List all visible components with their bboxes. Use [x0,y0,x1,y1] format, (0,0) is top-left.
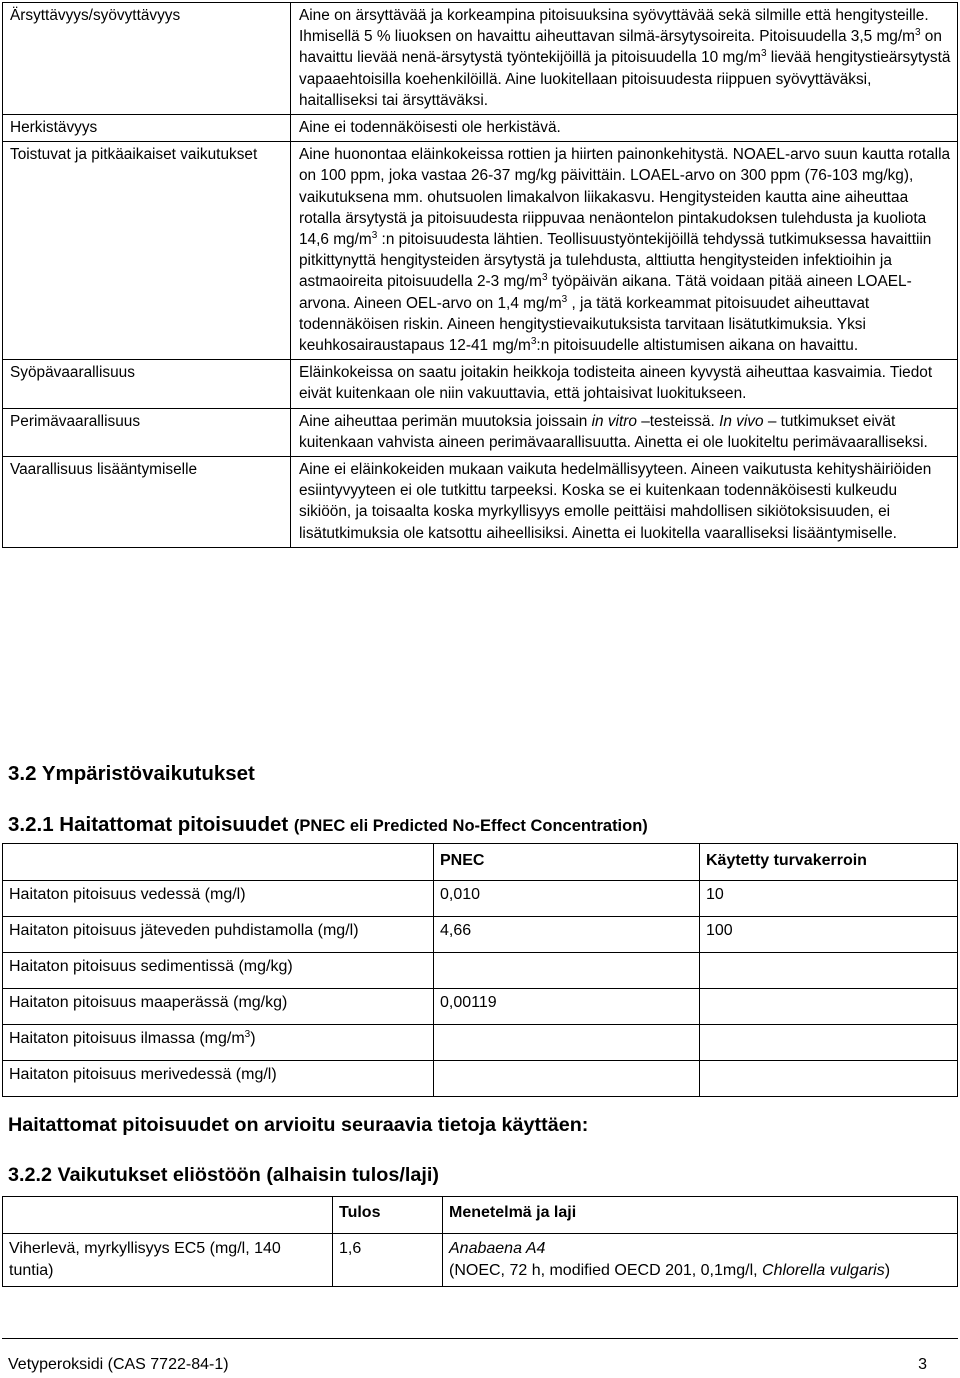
row-text: Aine ei eläinkokeiden mukaan vaikuta hedelmällisyyteen. Aineen vaikutusta kehityshäiriöiden esiintyvyyteen ei ole tutkittu tarpeeksi. Koska se ei kuitenkaan todennäköisesti kulkeudu sikiöön, ja toisaalta koska myrkyllisyys emolle peittäisi mahdollisen sikiötoksisuuden, ei lisätutkimuksia ole katsottu aiheellisiksi. Ainetta ei luokitella vaaralliseksi lisääntymiselle. [291,457,958,548]
pnec-label: Haitaton pitoisuus jäteveden puhdistamolla (mg/l) [3,917,434,953]
header-cell: PNEC [434,844,700,881]
table-row [3,457,958,548]
pnec-value: 0,00119 [434,989,700,1025]
toxicity-table [2,2,958,548]
pnec-factor [700,953,958,989]
eco-result: 1,6 [333,1234,443,1287]
pnec-table [2,843,958,1097]
pnec-value [434,953,700,989]
pnec-label: Haitaton pitoisuus ilmassa $(mg/m^3)$ [3,1025,434,1061]
row-text: Aine aiheuttaa perimän muutoksia joissain in vitro –testeissä. In vivo – tutkimukset eivät kuitenkaan vahvista aineen perimävaarallisuutta. Ainetta ei ole luokiteltu perimävaaralliseksi. [291,408,958,456]
pnec-factor [700,1025,958,1061]
table-row [3,408,958,456]
header-cell: Tulos [333,1197,443,1234]
table-row [3,3,958,115]
pnec-factor: 100 [700,917,958,953]
pnec-value: 0,010 [434,881,700,917]
table-row [3,989,958,1025]
section-heading-3-2-2: 3.2.2 Vaikutukset eliöstöön (alhaisin tulos/laji) [8,1164,439,1186]
section-heading-3-2-1: 3.2.1 Haitattomat pitoisuudet (PNEC eli Predicted No-Effect Concentration) [8,813,648,836]
eco-method: Anabaena A4 (NOEC, 72 h, modified OECD 201, 0,1mg/l, Chlorella vulgaris) [443,1234,958,1287]
row-label: Ärsyttävyys/syövyttävyys [3,3,291,115]
table-row [3,881,958,917]
pnec-factor [700,989,958,1025]
page-number: 3 [918,1356,927,1373]
row-text: Aine ei todennäköisesti ole herkistävä. [291,115,958,142]
pnec-factor [700,1061,958,1097]
row-label: Herkistävyys [3,115,291,142]
table-header-row [3,1197,958,1234]
pnec-label: Haitaton pitoisuus merivedessä (mg/l) [3,1061,434,1097]
row-text: Eläinkokeissa on saatu joitakin heikkoja todisteita aineen kyvystä aiheuttaa kasvaimia. Tiedot eivät kuitenkaan ole niin vakuuttavia, että johtaisivat luokitukseen. [291,360,958,408]
row-text: Aine huonontaa eläinkokeissa rottien ja hiirten painonkehitystä. NOAEL-arvo suun kautta rotalla on 100 ppm, joka vastaa 26-37 mg/kg päivittäin. LOAEL-arvo on 300 ppm (76-103 mg/kg), vaikutuksena mm. ohutsuolen limakalvon liikakasvu. Hengitysteiden kautta aine aiheuttaa rotalla ärsytystä ja pitoisuudesta riippuvaa nenäontelon pintakudoksen tulehdusta ja kuoliota 14,6 $mg/m^3$ :n pitoisuudesta lähtien. Teollisuustyöntekijöillä tehdyssä tutkimuksessa havaittiin pitkittynyttä hengitysteiden ärsytystä ja tulehdusta, alttiutta hengitysteiden infektioihin ja astmaoireita pitoisuudella 2-3 $mg/m^3$ työpäivän aikana. Tätä voidaan pitää aineen LOAEL-arvona. Aineen OEL-arvo on 1,4 $mg/m^3$ , ja tätä korkeammat pitoisuudet aiheuttavat todennäköisen riskin. Aineen hengitystievaikutuksista tarvitaan lisätutkimuksia. Yksi keuhkosairaustapaus 12-41 $mg/m^3:n$ pitoisuudelle altistumisen aikana on havaittu. [291,142,958,360]
estimation-heading: Haitattomat pitoisuudet on arvioitu seuraavia tietoja käyttäen: [8,1114,589,1136]
pnec-value [434,1061,700,1097]
pnec-label: Haitaton pitoisuus maaperässä (mg/kg) [3,989,434,1025]
footer-title: Vetyperoksidi (CAS 7722-84-1) [8,1356,229,1373]
row-label: Syöpävaarallisuus [3,360,291,408]
header-cell: Käytetty turvakerroin [700,844,958,881]
table-header-row [3,844,958,881]
pnec-value: 4,66 [434,917,700,953]
pnec-label: Haitaton pitoisuus sedimentissä (mg/kg) [3,953,434,989]
pnec-factor: 10 [700,881,958,917]
table-row [3,360,958,408]
header-cell [3,844,434,881]
header-cell: Menetelmä ja laji [443,1197,958,1234]
row-label: Vaarallisuus lisääntymiselle [3,457,291,548]
table-row [3,1025,958,1061]
table-row [3,115,958,142]
eco-label: Viherlevä, myrkyllisyys EC5 (mg/l, 140 tuntia) [3,1234,333,1287]
table-row [3,1234,958,1287]
pnec-label: Haitaton pitoisuus vedessä (mg/l) [3,881,434,917]
table-row [3,953,958,989]
table-row [3,142,958,360]
table-row [3,1061,958,1097]
header-cell [3,1197,333,1234]
ecotox-table [2,1196,958,1287]
row-text: Aine on ärsyttävää ja korkeampina pitoisuuksina syövyttävää sekä silmille että hengitysteille. Ihmisellä 5 % liuoksen on havaittu aiheuttavan silmä-ärsytysoireita. Pitoisuudella 3,5 $mg/m^3$ on havaittu lievää nenä-ärsytystä työntekijöillä ja pitoisuudella 10 $mg/m^3$ lievää hengitystieärsytystä vapaaehtoisilla koehenkilöillä. Aine luokitellaan pitoisuudesta riippuen syövyttäväksi, haitalliseksi tai ärsyttäväksi. [291,3,958,115]
section-heading-3-2: 3.2 Ympäristövaikutukset [8,762,255,785]
footer-rule [2,1338,958,1339]
row-label: Perimävaarallisuus [3,408,291,456]
row-label: Toistuvat ja pitkäaikaiset vaikutukset [3,142,291,360]
table-row [3,917,958,953]
pnec-value [434,1025,700,1061]
